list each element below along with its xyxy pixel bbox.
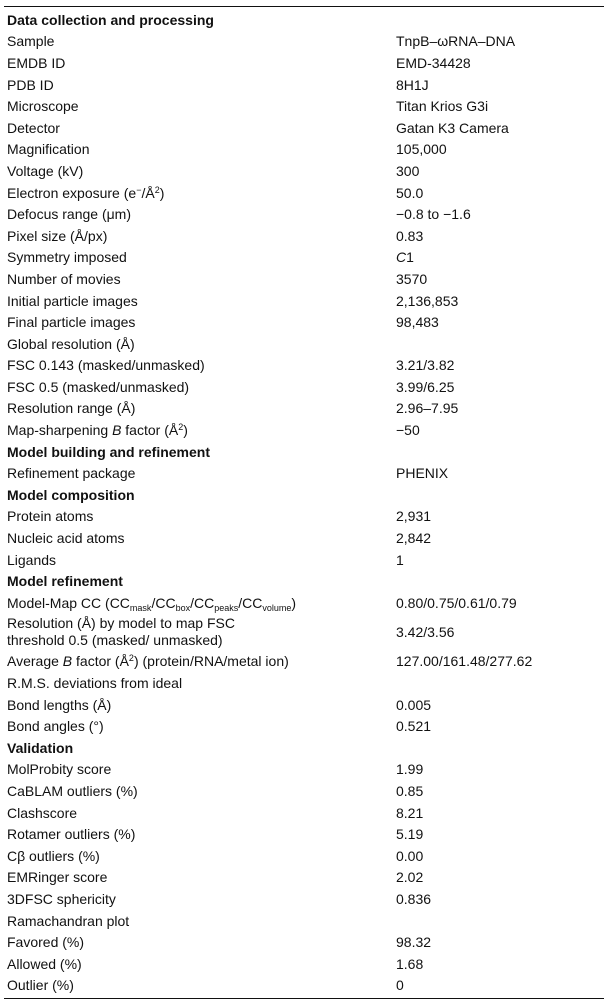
- table-row: [4, 527, 604, 549]
- row-value: 50.0: [396, 184, 424, 201]
- row-value: [392, 672, 604, 694]
- table-row: [4, 419, 604, 441]
- row-label: 3DFSC sphericity: [7, 890, 116, 907]
- section-heading: Data collection and processing: [7, 11, 214, 28]
- section-heading-row: [4, 737, 604, 759]
- row-value: 8.21: [396, 804, 424, 821]
- table-row: [4, 953, 604, 975]
- row-label: Clashscore: [7, 804, 78, 821]
- table-row: [4, 759, 604, 781]
- row-value: 0.521: [396, 718, 432, 735]
- row-value: −50: [396, 422, 420, 439]
- row-value: 2,931: [396, 508, 432, 525]
- table-row: [4, 160, 604, 182]
- row-value: [392, 910, 604, 932]
- table-row: [4, 398, 604, 420]
- table-row: [4, 268, 604, 290]
- table-row: [4, 462, 604, 484]
- row-label: FSC 0.143 (masked/unmasked): [7, 357, 205, 374]
- table-row: [4, 931, 604, 953]
- row-value: 0: [396, 977, 404, 994]
- table-row: [4, 715, 604, 737]
- row-label: Bond lengths (Å): [7, 696, 112, 713]
- row-label: Favored (%): [7, 934, 85, 951]
- row-label: Magnification: [7, 141, 90, 158]
- row-value: TnpB–ωRNA–DNA: [396, 33, 516, 50]
- row-value: 98.32: [396, 934, 432, 951]
- row-label: Model-Map CC $(CC_{mask}/CC_{box}/CC_{peaks}/CC_{volume})$: [7, 594, 297, 613]
- table-row: [4, 203, 604, 225]
- row-label: Microscope: [7, 98, 79, 115]
- row-value: 3.99/6.25: [396, 378, 455, 395]
- table-top-rule: [4, 6, 604, 7]
- row-label: Rotamer outliers (%): [7, 826, 136, 843]
- table-row: [4, 355, 604, 377]
- table-row: [4, 290, 604, 312]
- row-label: Electron exposure $(e^-/Å^2)$: [7, 184, 165, 201]
- row-value: 98,483: [396, 314, 439, 331]
- table-row: [4, 780, 604, 802]
- table-row: [4, 225, 604, 247]
- row-value: 2.96–7.95: [396, 400, 459, 417]
- row-value: 0.85: [396, 782, 424, 799]
- row-value: 2,136,853: [396, 292, 459, 309]
- row-label: Pixel size (Å/px): [7, 227, 108, 244]
- row-value: 1: [396, 551, 404, 568]
- table-row: [4, 247, 604, 269]
- row-label: Ligands: [7, 551, 57, 568]
- row-value: 2,842: [396, 530, 432, 547]
- row-value: 1.68: [396, 955, 424, 972]
- table-row: [4, 592, 604, 614]
- row-label: Bond angles (°): [7, 718, 104, 735]
- row-label: Detector: [7, 119, 60, 136]
- table-row: [4, 31, 604, 53]
- row-label: Final particle images: [7, 314, 136, 331]
- row-label: R.M.S. deviations from ideal: [7, 675, 183, 692]
- row-label: PDB ID: [7, 76, 54, 93]
- table-row: [4, 117, 604, 139]
- table-row: [4, 506, 604, 528]
- table-row: [4, 867, 604, 889]
- section-heading: Validation: [7, 739, 74, 756]
- row-label: Ramachandran plot: [7, 912, 130, 929]
- table-row: [4, 139, 604, 161]
- row-value: 300: [396, 162, 420, 179]
- table-row: [4, 52, 604, 74]
- section-heading: Model building and refinement: [7, 443, 210, 460]
- table-row: [4, 672, 604, 694]
- row-value: 127.00/161.48/277.62: [396, 653, 533, 670]
- row-label: Refinement package: [7, 465, 136, 482]
- row-label: Average B factor $(Å^2)$ (protein/RNA/metal ion): [7, 653, 289, 670]
- row-label: Initial particle images: [7, 292, 138, 309]
- section-heading-row: [4, 484, 604, 506]
- table-row: [4, 74, 604, 96]
- table-bottom-rule: [4, 998, 604, 999]
- row-value: [392, 333, 604, 355]
- row-label: EMRinger score: [7, 869, 108, 886]
- row-label: Allowed (%): [7, 955, 82, 972]
- row-label: Sample: [7, 33, 55, 50]
- row-label: Cβ outliers (%): [7, 847, 100, 864]
- table-row: [4, 376, 604, 398]
- row-value: 0.00: [396, 847, 424, 864]
- row-value: Gatan K3 Camera: [396, 119, 509, 136]
- section-heading-row: [4, 570, 604, 592]
- row-value: EMD-34428: [396, 54, 471, 71]
- row-label: Protein atoms: [7, 508, 94, 525]
- row-label: EMDB ID: [7, 54, 66, 71]
- table-row: [4, 182, 604, 204]
- row-label: MolProbity score: [7, 761, 112, 778]
- row-value: PHENIX: [396, 465, 449, 482]
- row-label: Voltage (kV): [7, 162, 84, 179]
- row-value: 0.005: [396, 696, 432, 713]
- table-row: [4, 614, 604, 651]
- table-row: [4, 888, 604, 910]
- row-label: Symmetry imposed: [7, 249, 127, 266]
- table-row: [4, 95, 604, 117]
- row-label: Outlier (%): [7, 977, 74, 994]
- row-value: 105,000: [396, 141, 447, 158]
- section-heading: Model refinement: [7, 573, 123, 590]
- table-row: [4, 910, 604, 932]
- table-row: [4, 333, 604, 355]
- row-value: 3570: [396, 270, 428, 287]
- row-value: 8H1J: [396, 76, 429, 93]
- table-row: [4, 823, 604, 845]
- row-value: C1: [396, 249, 414, 266]
- row-value: 3.42/3.56: [396, 623, 455, 640]
- row-value: 2.02: [396, 869, 424, 886]
- row-value: 0.80/0.75/0.61/0.79: [396, 594, 517, 611]
- row-label: Defocus range (μm): [7, 206, 131, 223]
- row-value: 0.83: [396, 227, 424, 244]
- row-value: Titan Krios G3i: [396, 98, 489, 115]
- row-value: 3.21/3.82: [396, 357, 455, 374]
- row-label: Number of movies: [7, 270, 121, 287]
- row-label: Resolution range (Å): [7, 400, 136, 417]
- section-heading-row: [4, 441, 604, 463]
- row-value: −0.8 to −1.6: [396, 206, 471, 223]
- row-value: 5.19: [396, 826, 424, 843]
- row-label: Global resolution (Å): [7, 335, 135, 352]
- row-label: Nucleic acid atoms: [7, 530, 125, 547]
- table-row: [4, 311, 604, 333]
- section-heading-row: [4, 9, 604, 31]
- table-row: [4, 549, 604, 571]
- row-label: Map-sharpening B factor $(Å^2)$: [7, 422, 188, 439]
- row-label: FSC 0.5 (masked/unmasked): [7, 378, 190, 395]
- row-label: CaBLAM outliers (%): [7, 782, 138, 799]
- cryo-em-statistics-table: [4, 9, 604, 996]
- table-row: [4, 845, 604, 867]
- row-label: Resolution (Å) by model to map FSC threshold 0.5 (masked/ unmasked): [7, 615, 235, 649]
- table-row: [4, 651, 604, 673]
- table-row: [4, 694, 604, 716]
- row-value: 0.836: [396, 890, 432, 907]
- section-heading: Model composition: [7, 486, 135, 503]
- table-row: [4, 975, 604, 997]
- row-value: 1.99: [396, 761, 424, 778]
- table-row: [4, 802, 604, 824]
